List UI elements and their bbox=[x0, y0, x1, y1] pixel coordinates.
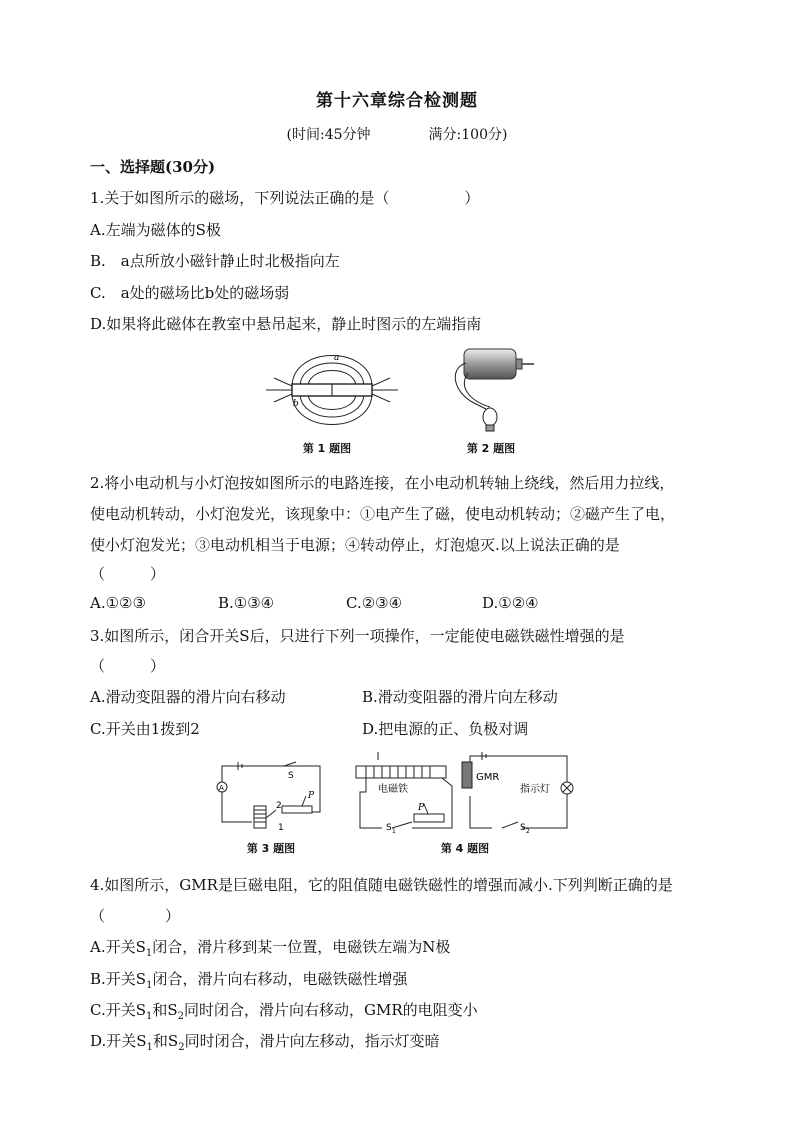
fig3-contact-1: 1 bbox=[278, 823, 284, 833]
q4-option-a-sub: 1 bbox=[145, 948, 153, 959]
q4-option-b-text: 闭合，滑片向右移动，电磁铁磁性增强 bbox=[152, 970, 408, 988]
fig4-s1-subscript: 1 bbox=[392, 828, 396, 835]
q4-option-a-prefix: A.开关S bbox=[90, 938, 146, 956]
section-heading: 一、选择题(30分) bbox=[90, 158, 216, 176]
q1-stem: 1.关于如图所示的磁场，下列说法正确的是（ ） bbox=[90, 189, 480, 207]
q4-option-b-prefix: B.开关S bbox=[90, 970, 147, 988]
q3-option-a: A.滑动变阻器的滑片向右移动 bbox=[90, 688, 286, 706]
time-limit: (时间:45分钟 bbox=[286, 127, 371, 143]
q2-option-d: D.①②④ bbox=[482, 594, 539, 612]
q3-line-2: （ ） bbox=[90, 657, 166, 675]
q1-option-c: C. a处的磁场比b处的磁场弱 bbox=[90, 284, 290, 302]
q2-line-1: 2.将小电动机与小灯泡按如图所示的电路连接，在小电动机转轴上绕线，然后用力拉线， bbox=[90, 474, 675, 492]
q1-option-d: D.如果将此磁体在教室中悬吊起来，静止时图示的左端指南 bbox=[90, 315, 482, 333]
q4-option-c bbox=[90, 999, 478, 1022]
q4-option-c-prefix: C.开关S bbox=[90, 1001, 146, 1019]
q3-line-1: 3.如图所示，闭合开关S后，只进行下列一项操作，一定能使电磁铁磁性增强的是 bbox=[90, 627, 625, 645]
fig1-label-b: b bbox=[293, 399, 299, 409]
fig4-caption: 第 4 题图 bbox=[440, 842, 490, 855]
ammeter-label: A bbox=[219, 784, 224, 792]
fig3-switch-label: S bbox=[288, 771, 294, 781]
fig1-label-a: a bbox=[334, 353, 340, 363]
q3-option-b: B.滑动变阻器的滑片向左移动 bbox=[362, 688, 558, 706]
q2-option-a: A.①②③ bbox=[90, 594, 146, 612]
q4-option-d bbox=[90, 1030, 440, 1053]
gmr-label: GMR bbox=[476, 772, 500, 783]
q4-option-d-sub2: 2 bbox=[178, 1042, 185, 1053]
q4-line-1: 4.如图所示，GMR是巨磁电阻，它的阻值随电磁铁磁性的增强而减小.下列判断正确的是 bbox=[90, 876, 673, 894]
fig1-caption: 第 1 题图 bbox=[302, 442, 352, 455]
fig4-s1-label: S bbox=[386, 823, 392, 833]
q3-option-d: D.把电源的正、负极对调 bbox=[362, 720, 529, 738]
q4-line-2: （ ） bbox=[90, 907, 181, 925]
circuit-figure-3 bbox=[212, 760, 330, 836]
q4-option-b bbox=[90, 968, 407, 991]
q4-option-c-sub2: 2 bbox=[177, 1011, 185, 1022]
fig2-caption: 第 2 题图 bbox=[466, 442, 516, 455]
circuit-figure-4 bbox=[352, 752, 582, 836]
q4-option-d-text: 同时闭合，滑片向左移动，指示灯变暗 bbox=[184, 1032, 440, 1050]
q2-line-3: 使小灯泡发光；③电动机相当于电源；④转动停止，灯泡熄灭.以上说法正确的是 bbox=[90, 536, 620, 554]
q4-option-b-sub: 1 bbox=[146, 980, 153, 991]
fig3-caption: 第 3 题图 bbox=[246, 842, 296, 855]
fig4-s2-label: S bbox=[520, 823, 526, 833]
q4-option-a-text: 闭合，滑片移到某一位置，电磁铁左端为N极 bbox=[152, 938, 451, 956]
page-title: 第十六章综合检测题 bbox=[316, 91, 478, 111]
motor-lamp-figure bbox=[446, 343, 536, 435]
q4-option-a bbox=[90, 936, 450, 959]
q1-option-a: A.左端为磁体的S极 bbox=[90, 221, 221, 239]
fig3-slider-label: P bbox=[308, 791, 315, 801]
q4-option-c-sub1: 1 bbox=[146, 1011, 153, 1022]
q4-option-d-sub1: 1 bbox=[146, 1042, 153, 1053]
q4-option-d-mid: 和S bbox=[152, 1032, 179, 1050]
q2-line-4: （ ） bbox=[90, 565, 166, 583]
q2-option-c: C.②③④ bbox=[346, 594, 403, 612]
q4-option-d-prefix: D.开关S bbox=[90, 1032, 147, 1050]
fig4-slider-label: P bbox=[418, 803, 425, 813]
q2-options bbox=[90, 594, 539, 612]
full-score: 满分:100分) bbox=[428, 127, 508, 143]
q3-option-c: C.开关由1拨到2 bbox=[90, 720, 200, 738]
fig4-s2-subscript: 2 bbox=[526, 828, 530, 835]
exam-info bbox=[0, 124, 794, 144]
q1-option-b: B. a点所放小磁针静止时北极指向左 bbox=[90, 252, 340, 270]
q2-option-b: B.①③④ bbox=[218, 594, 275, 612]
indicator-lamp-label: 指示灯 bbox=[520, 784, 550, 795]
q2-line-2: 使电动机转动，小灯泡发光，该现象中：①电产生了磁，使电动机转动；②磁产生了电， bbox=[90, 505, 676, 523]
q4-option-c-text: 同时闭合，滑片向右移动，GMR的电阻变小 bbox=[184, 1001, 478, 1019]
magnet-field-figure bbox=[262, 340, 402, 440]
electromagnet-label: 电磁铁 bbox=[378, 784, 408, 795]
fig3-contact-2: 2 bbox=[276, 801, 282, 811]
q4-option-c-mid: 和S bbox=[152, 1001, 178, 1019]
